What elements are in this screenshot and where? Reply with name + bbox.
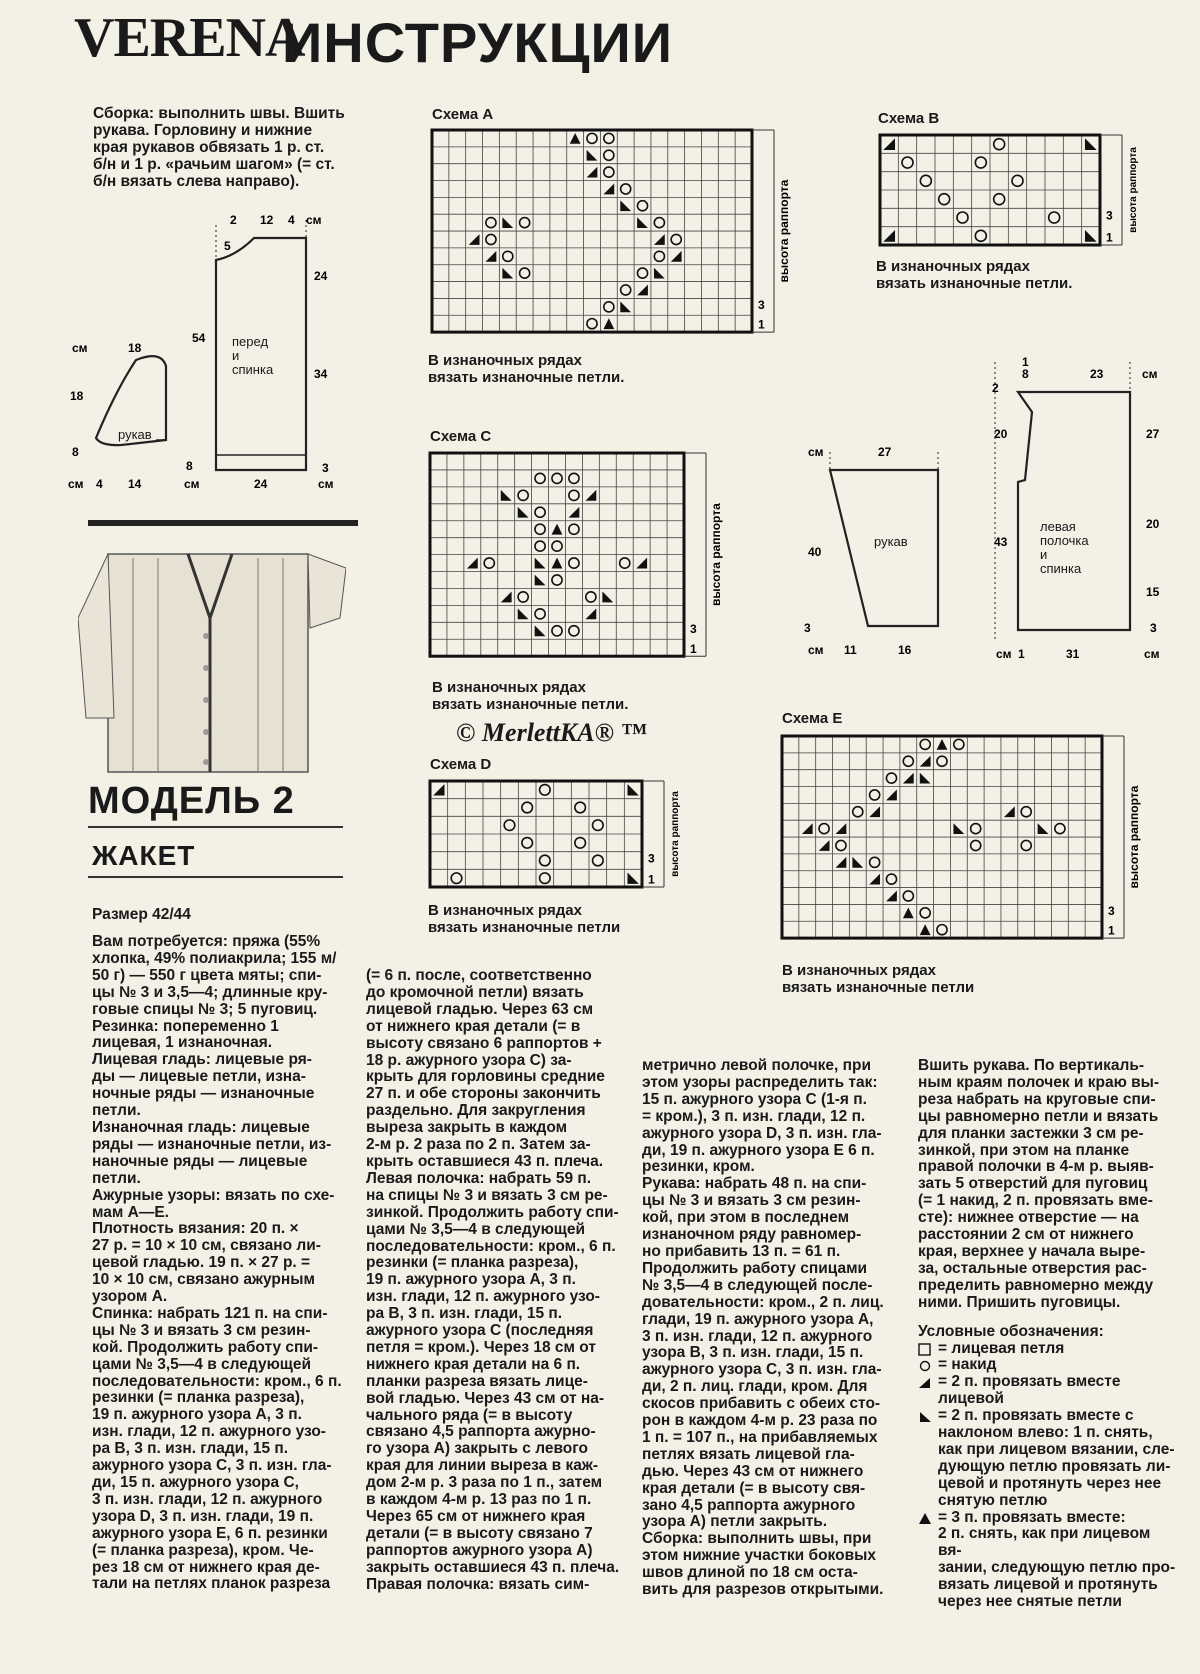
paragraph: Вшить рукава. По вертикаль- ным краям полочек и краю вы- реза набрать на круговые спи- цы равномерно петли и вязать для планки застежки 3 см ре- зинкой, при этом на планке правой полочки в 4-м р. выяв- зать 5 отверстий для пуговиц (= 1 накид, 2 п. провязать вме- сте): нижнее отверстие — на расстоянии 2 см от нижнего края, верхнее у начала выре- за, остальные отверстия рас- пределить равномерно между ними. Пришить пуговицы. bbox=[918, 1057, 1160, 1311]
paragraph bbox=[92, 1306, 344, 1593]
right-decrease-mark bbox=[671, 251, 682, 262]
para-label: Резинка: bbox=[92, 1017, 159, 1035]
dim-label: 18 bbox=[70, 389, 84, 403]
scheme-e-title: Схема E bbox=[782, 710, 843, 727]
dim-label: 4 bbox=[96, 477, 103, 491]
para-body: лицевые ряды — изнаночные петли, из- наночные ряды — лицевые петли. bbox=[92, 1118, 332, 1187]
dim-label: 4 bbox=[288, 213, 295, 227]
right-decrease-mark bbox=[886, 790, 897, 801]
dim-label: 8 bbox=[186, 459, 193, 473]
yarn-over-mark bbox=[520, 268, 530, 278]
yarn-over-mark bbox=[604, 133, 614, 143]
para-body: пряжа (55% хлопка, 49% полиакрила; 155 м/ 50 г) — 550 г цвета мяты; спи- цы № 3 и 3,5—4; длинные кру- говые спицы № 3; 5 пуговиц. bbox=[92, 933, 337, 1018]
row-number: 3 bbox=[690, 622, 697, 637]
paragraph bbox=[366, 1577, 620, 1594]
para-body: 20 п. × 27 р. = 10 × 10 см, связано ли- цевой гладью. 19 п. × 27 р. = 10 × 10 см, связано ажурным узором A. bbox=[92, 1220, 321, 1306]
para-label: Лицевая гладь: bbox=[92, 1051, 211, 1069]
yarn-over-mark bbox=[575, 802, 586, 813]
row-number: 3 bbox=[648, 851, 655, 866]
dim-label: 24 bbox=[254, 477, 268, 491]
legend-list bbox=[918, 1341, 1178, 1612]
para-label: Левая полочка: bbox=[366, 1169, 485, 1187]
yarn-over-mark bbox=[586, 592, 596, 602]
chart-grid bbox=[430, 781, 642, 887]
yarn-over-mark bbox=[518, 592, 528, 602]
legend-title: Условные обозначения: bbox=[918, 1322, 1104, 1340]
yarn-over-mark bbox=[920, 175, 931, 186]
dim-label: 23 bbox=[1090, 367, 1104, 381]
legend-item bbox=[918, 1341, 1178, 1358]
yarn-over-mark bbox=[520, 218, 530, 228]
dim-label: 1 bbox=[1022, 355, 1029, 369]
yarn-over-mark bbox=[552, 473, 562, 483]
chart-grid bbox=[880, 135, 1100, 245]
yarn-over-mark bbox=[1021, 840, 1031, 850]
yarn-over-mark bbox=[569, 524, 579, 534]
paragraph bbox=[92, 1188, 344, 1222]
dim-label: 34 bbox=[314, 367, 328, 381]
yarn-over-mark bbox=[522, 838, 533, 849]
left-decrease-mark bbox=[620, 200, 631, 211]
dim-label: 24 bbox=[314, 269, 328, 283]
yarn-over-mark bbox=[535, 541, 545, 551]
para-body: попеременно 1 лицевая, 1 изнаночная. bbox=[92, 1017, 284, 1052]
yarn-over-mark bbox=[569, 473, 579, 483]
yarn-over-mark bbox=[484, 558, 494, 568]
dim-label: 27 bbox=[878, 445, 892, 459]
yarn-over-mark bbox=[971, 840, 981, 850]
yarn-over-mark bbox=[540, 855, 551, 866]
circle-icon bbox=[918, 1359, 932, 1373]
left-decrease-mark bbox=[518, 608, 529, 619]
left-decrease-mark bbox=[637, 217, 648, 228]
dim-label: 14 bbox=[128, 477, 142, 491]
dim-label: 1 bbox=[1018, 647, 1025, 661]
dim-label: 18 bbox=[128, 341, 142, 355]
yarn-over-mark bbox=[552, 575, 562, 585]
text-column-1 bbox=[92, 934, 344, 1593]
triple-decrease-mark bbox=[903, 907, 914, 918]
paragraph bbox=[92, 1221, 344, 1306]
row-number: 3 bbox=[1106, 208, 1113, 223]
right-decrease-mark bbox=[603, 184, 614, 195]
right-decrease-mark bbox=[469, 234, 480, 245]
yarn-over-mark bbox=[604, 167, 614, 177]
left-decrease-mark bbox=[502, 217, 513, 228]
chart-grid bbox=[430, 453, 684, 656]
right-decrease-mark bbox=[1004, 806, 1015, 817]
paragraph bbox=[642, 1058, 896, 1176]
scheme-a-note: В изнаночных рядах вязать изнаночные петли. bbox=[428, 352, 625, 386]
section-divider bbox=[88, 520, 358, 526]
right-decrease-mark bbox=[869, 874, 880, 885]
paragraph: (= 6 п. после, соответственно до кромочной петли) вязать лицевой гладью. Через 63 см от нижнего края детали (= в высоту связано 6 раппортов + 18 р. ажурного узора C) за- крыть для горловины средние 27 п. и обе стороны закончить раздельно. Для закругления выреза закрыть в каждом 2-м р. 2 раза по 2 п. Затем за- крыть оставшиеся 43 п. плеча. bbox=[366, 967, 605, 1170]
repeat-height-label: высота раппорта bbox=[777, 179, 791, 283]
left-decrease-mark bbox=[501, 490, 512, 501]
legend-item bbox=[918, 1408, 1178, 1509]
left-decrease-mark bbox=[628, 873, 639, 884]
square-icon bbox=[918, 1343, 932, 1357]
yarn-over-mark bbox=[654, 251, 664, 261]
yarn-over-mark bbox=[451, 873, 462, 884]
yarn-over-mark bbox=[604, 150, 614, 160]
chart-grid bbox=[782, 736, 1102, 938]
para-label: Рукава: bbox=[642, 1175, 701, 1193]
right-decrease-mark bbox=[802, 823, 813, 834]
dim-label: 16 bbox=[898, 643, 912, 657]
yarn-over-mark bbox=[637, 201, 647, 211]
yarn-over-mark bbox=[870, 857, 880, 867]
yarn-over-mark bbox=[575, 838, 586, 849]
yarn-over-mark bbox=[540, 873, 551, 884]
dim-label: 3 bbox=[322, 461, 329, 475]
garment-sketch bbox=[78, 548, 346, 778]
yarn-over-mark bbox=[486, 234, 496, 244]
row-number: 3 bbox=[758, 298, 765, 313]
yarn-over-mark bbox=[593, 855, 604, 866]
yarn-over-mark bbox=[637, 268, 647, 278]
yarn-over-mark bbox=[903, 891, 913, 901]
yarn-over-mark bbox=[902, 157, 913, 168]
yarn-over-mark bbox=[920, 739, 930, 749]
scheme-d-chart bbox=[428, 779, 712, 889]
pattern-diagram-1 bbox=[66, 210, 356, 500]
assembly-label: Сборка: bbox=[93, 105, 155, 122]
left-decrease-mark bbox=[654, 268, 665, 279]
yarn-over-mark bbox=[535, 609, 545, 619]
para-label: Правая полочка: bbox=[366, 1575, 495, 1593]
scheme-d-title: Схема D bbox=[430, 756, 492, 773]
dim-label: см bbox=[808, 445, 824, 459]
para-label: Ажурные узоры: bbox=[92, 1186, 221, 1204]
left-decrease-mark bbox=[502, 268, 513, 279]
yarn-over-mark bbox=[853, 807, 863, 817]
paragraph bbox=[92, 934, 344, 1019]
repeat-height-label: высота раппорта bbox=[670, 791, 681, 877]
para-body: выполнить швы, при этом нижние участки боковых швов длиной по 18 см оста- вить для разрезов открытыми. bbox=[642, 1530, 884, 1599]
para-body: набрать 59 п. на спицы № 3 и вязать 3 см ре- зинкой. Продолжить работу спи- цами № 3,5—4 в следующей последовательности: кром., 6 п. резинки (= планка разреза), 19 п. ажурного узора A, 3 п. изн. глади, 12 п. ажурного узо- ра B, 3 п. изн. глади, 15 п. ажурного узора C (последняя петля = кром.). Через 18 см от нижнего края детали на 6 п. планки разреза вязать лице- вой гладью. Через 43 см от на- чального ряда (= в высоту связано 4,5 раппорта ажурно- го узора A) закрыть с левого края для линии выреза в каж- дом 2-м р. 3 раза по 1 п., затем в каждом 4-м р. 13 раз по 1 п. Через 65 см от нижнего края детали (= в высоту связано 7 раппортов ажурного узора A) закрыть оставшиеся 43 п. плеча. bbox=[366, 1169, 620, 1576]
para-body: набрать 121 п. на спи- цы № 3 и вязать 3 см резин- кой. Продолжить работу спи- цами № 3,5—4 в следующей последовательности: кром., 6 п. резинки (= планка разреза), 19 п. ажурного узора A, 3 п. изн. глади, 12 п. ажурного узо- ра B, 3 п. изн. глади, 15 п. ажурного узора C, 3 п. изн. гла- ди, 15 п. ажурного узора C, 3 п. изн. глади, 12 п. ажурного узора D, 3 п. изн. глади, 19 п. ажурного узора E, 6 п. резинки (= планка разреза), кром. Че- рез 18 см от нижнего края де- тали на петлях планок разреза bbox=[92, 1304, 342, 1593]
model-title: МОДЕЛЬ 2 bbox=[88, 780, 295, 822]
yarn-over-mark bbox=[604, 302, 614, 312]
left-decrease-mark bbox=[953, 823, 964, 834]
dim-label: 2 bbox=[992, 381, 999, 395]
right-decrease-mark bbox=[883, 138, 895, 150]
scheme-a-chart bbox=[430, 128, 802, 344]
text-column-4 bbox=[918, 1058, 1178, 1611]
sleeve-label-2: рукав bbox=[874, 534, 908, 549]
right-decrease-mark bbox=[836, 823, 847, 834]
left-decrease-mark bbox=[587, 150, 598, 161]
para-body: вязать по схе- мам A—E. bbox=[92, 1186, 335, 1221]
scheme-b-title: Схема B bbox=[878, 110, 940, 127]
right-decrease-mark bbox=[637, 285, 648, 296]
legend-text: = 3 п. провязать вместе: 2 п. снять, как при лицевом вя- зании, следующую петлю про- вязать лицевой и протянуть через нее снятые петли bbox=[938, 1508, 1176, 1611]
yarn-over-mark bbox=[540, 785, 551, 796]
para-body: набрать 48 п. на спи- цы № 3 и вязать 3 см резин- кой, при этом в последнем изнаночном ряду равномер- но прибавить 13 п. = 61 п. Продолжить работу спицами № 3,5—4 в следующей после- довательности: кром., 2 п. лиц. глади, 19 п. ажурного узора A, 3 п. изн. глади, 12 п. ажурного узора B, 3 п. изн. глади, 15 п. ажурного узора C, 3 п. изн. гла- ди, 2 п. лиц. глади, кром. Для скосов прибавить с обеих сто- рон в каждом 4-м р. 23 раза по 1 п. = 107 п., на прибавляемых петлях вязать лицевой гла- дью. Через 43 см от нижнего края детали (= в высоту свя- зано 4,5 раппорта ажурного узора A) петли закрыть. bbox=[642, 1175, 884, 1531]
dim-label: 8 bbox=[1022, 367, 1029, 381]
left-decrease-mark bbox=[620, 301, 631, 312]
yarn-over-mark bbox=[819, 824, 829, 834]
left-decrease-mark bbox=[1085, 138, 1097, 150]
right-decrease-mark bbox=[569, 507, 580, 518]
triple-decrease-mark bbox=[570, 133, 581, 144]
legend-text: = 2 п. провязать вместе лицевой bbox=[938, 1373, 1121, 1408]
scheme-e-note: В изнаночных рядах вязать изнаночные петли bbox=[782, 962, 975, 996]
chart-grid bbox=[432, 130, 752, 332]
paragraph bbox=[92, 1019, 344, 1053]
left-decrease-mark bbox=[852, 857, 863, 868]
row-number: 1 bbox=[758, 317, 765, 332]
brand-logo: VERENA bbox=[74, 7, 305, 69]
yarn-over-mark bbox=[971, 824, 981, 834]
yarn-over-mark bbox=[587, 319, 597, 329]
yarn-over-mark bbox=[486, 218, 496, 228]
garment-title: ЖАКЕТ bbox=[92, 840, 196, 871]
dim-label: 43 bbox=[994, 535, 1008, 549]
legend-item bbox=[918, 1357, 1178, 1374]
yarn-over-mark bbox=[522, 802, 533, 813]
right-decrease-mark bbox=[636, 558, 647, 569]
dim-label: 12 bbox=[260, 213, 274, 227]
scheme-d-note: В изнаночных рядах вязать изнаночные петли bbox=[428, 902, 621, 936]
repeat-height-label: высота раппорта bbox=[709, 503, 723, 606]
yarn-over-mark bbox=[937, 925, 947, 935]
yarn-over-mark bbox=[535, 524, 545, 534]
right-decrease-mark bbox=[585, 490, 596, 501]
triple-decrease-mark bbox=[552, 558, 563, 569]
repeat-height-label: высота раппорта bbox=[1128, 147, 1139, 233]
dim-label: см bbox=[1142, 367, 1158, 381]
dim-label: 3 bbox=[804, 621, 811, 635]
yarn-over-mark bbox=[975, 157, 986, 168]
dim-label: 31 bbox=[1066, 647, 1080, 661]
left-decrease-mark bbox=[602, 592, 613, 603]
right-decrease-mark bbox=[587, 167, 598, 178]
para-body: лицевые ря- ды — лицевые петли, изна- ночные ряды — изнаночные петли. bbox=[92, 1051, 315, 1120]
dim-label: см bbox=[1144, 647, 1160, 661]
row-number: 1 bbox=[648, 872, 655, 887]
assembly-body: выполнить швы. Вшить рукава. Горловину и нижние края рукавов обвязать 1 р. ст. б/н и 1 р. «рачьим шагом» (= ст. б/н вязать слева направо). bbox=[93, 105, 345, 190]
yarn-over-mark bbox=[939, 194, 950, 205]
yarn-over-mark bbox=[587, 133, 597, 143]
scheme-c-note: В изнаночных рядах вязать изнаночные петли. bbox=[432, 679, 629, 713]
title-underline bbox=[88, 876, 343, 878]
title-underline bbox=[88, 826, 343, 828]
dim-label: 20 bbox=[1146, 517, 1160, 531]
triple-decrease-mark bbox=[920, 924, 931, 935]
para-label: Спинка: bbox=[92, 1304, 153, 1322]
left-decrease-mark bbox=[1085, 230, 1097, 242]
yarn-over-mark bbox=[593, 820, 604, 831]
left-decrease-mark bbox=[535, 558, 546, 569]
yarn-over-mark bbox=[836, 840, 846, 850]
yarn-over-mark bbox=[903, 756, 913, 766]
front-back-label: перед и спинка bbox=[232, 334, 274, 377]
scheme-b-note: В изнаночных рядах вязать изнаночные петли. bbox=[876, 258, 1073, 292]
left-decrease-mark bbox=[920, 773, 931, 784]
legend-item bbox=[918, 1374, 1178, 1408]
dim-label: 40 bbox=[808, 545, 822, 559]
dim-label: см bbox=[996, 647, 1012, 661]
dim-label: 11 bbox=[844, 643, 857, 657]
scheme-c-title: Схема C bbox=[430, 428, 492, 445]
repeat-height-label: высота раппорта bbox=[1127, 785, 1141, 889]
dim-label: см bbox=[68, 477, 84, 491]
yarn-over-mark bbox=[937, 756, 947, 766]
right-decrease-mark bbox=[486, 251, 497, 262]
dim-label: 27 bbox=[1146, 427, 1160, 441]
scheme-a-title: Схема A bbox=[432, 106, 494, 123]
right-decrease-mark bbox=[920, 756, 931, 767]
legend-text: = 2 п. провязать вместе с наклоном влево: 1 п. снять, как при лицевом вязании, сле- дующую петлю провязать ли- цевой и протянуть через нее снятую петлю bbox=[938, 1407, 1175, 1509]
right-decrease-mark bbox=[819, 840, 830, 851]
left-decrease-mark bbox=[518, 507, 529, 518]
row-number: 1 bbox=[1106, 230, 1113, 245]
right-decrease-mark bbox=[886, 891, 897, 902]
legend-item bbox=[918, 1510, 1178, 1611]
yarn-over-mark bbox=[569, 558, 579, 568]
yarn-over-mark bbox=[552, 626, 562, 636]
row-number: 1 bbox=[1108, 923, 1115, 938]
dim-label: см bbox=[318, 477, 334, 491]
yarn-over-mark bbox=[886, 874, 896, 884]
page-title: ИНСТРУКЦИИ bbox=[282, 11, 673, 74]
paragraph bbox=[92, 1052, 344, 1120]
yarn-over-mark bbox=[620, 558, 630, 568]
yarn-over-mark bbox=[1055, 824, 1065, 834]
left-front-outline bbox=[1018, 392, 1130, 630]
right-decrease-mark bbox=[585, 608, 596, 619]
yarn-over-mark bbox=[569, 626, 579, 636]
yarn-over-mark bbox=[994, 139, 1005, 150]
paragraph bbox=[366, 1171, 620, 1577]
yarn-over-mark bbox=[569, 490, 579, 500]
para-label: Вам потребуется: bbox=[92, 933, 228, 950]
yarn-over-mark bbox=[503, 251, 513, 261]
row-number: 3 bbox=[1108, 904, 1115, 919]
yarn-over-mark bbox=[671, 234, 681, 244]
right-decrease-mark bbox=[836, 857, 847, 868]
yarn-over-mark bbox=[518, 490, 528, 500]
yarn-over-mark bbox=[654, 218, 664, 228]
dim-label: 15 bbox=[1146, 585, 1160, 599]
para-label: Изнаночная гладь: bbox=[92, 1118, 237, 1136]
yarn-over-mark bbox=[957, 212, 968, 223]
para-label: Сборка: bbox=[642, 1530, 704, 1548]
paragraph bbox=[642, 1176, 896, 1531]
yarn-over-mark bbox=[504, 820, 515, 831]
triangle-icon bbox=[918, 1512, 932, 1526]
yarn-over-mark bbox=[621, 285, 631, 295]
para-body: метрично левой полочке, при этом узоры распределить так: 15 п. ажурного узора C (1-я п. = кром.), 3 п. изн. глади, 12 п. ажурного узора D, 3 п. изн. гла- ди, 19 п. ажурного узора E 6 п. резинки, кром. bbox=[642, 1057, 882, 1176]
yarn-over-mark bbox=[1012, 175, 1023, 186]
legend-text: = лицевая петля bbox=[938, 1339, 1065, 1357]
triple-decrease-mark bbox=[552, 524, 563, 535]
left-decrease-mark bbox=[1038, 823, 1049, 834]
right-decrease-mark bbox=[501, 592, 512, 603]
paragraph bbox=[92, 1120, 344, 1188]
assembly-text bbox=[93, 106, 353, 191]
legend-text: = накид bbox=[938, 1356, 997, 1374]
scheme-e-chart bbox=[780, 734, 1152, 950]
para-label: Плотность вязания: bbox=[92, 1220, 246, 1238]
row-number: 1 bbox=[690, 641, 697, 656]
right-decrease-mark bbox=[433, 784, 444, 795]
dim-label: см bbox=[72, 341, 88, 355]
scheme-b-chart bbox=[878, 133, 1172, 247]
left-decrease-mark bbox=[535, 575, 546, 586]
right-decrease-mark bbox=[654, 234, 665, 245]
dim-label: 20 bbox=[994, 427, 1008, 441]
size-label: Размер 42/44 bbox=[92, 906, 191, 923]
dim-label: 54 bbox=[192, 331, 206, 345]
yarn-over-mark bbox=[920, 908, 930, 918]
yarn-over-mark bbox=[552, 541, 562, 551]
dim-label: см bbox=[808, 643, 824, 657]
left-front-label: левая полочка и спинка bbox=[1040, 519, 1089, 576]
yarn-over-mark bbox=[886, 773, 896, 783]
right-decrease-mark bbox=[883, 230, 895, 242]
triple-decrease-mark bbox=[937, 739, 948, 750]
dim-label: 8 bbox=[72, 445, 79, 459]
yarn-over-mark bbox=[870, 790, 880, 800]
right-decrease-mark bbox=[869, 806, 880, 817]
scheme-c-chart bbox=[428, 451, 734, 667]
yarn-over-mark bbox=[1021, 807, 1031, 817]
copyright-watermark: © MerlettKA® ™ bbox=[456, 718, 647, 747]
dim-label: 5 bbox=[224, 239, 231, 253]
text-column-2 bbox=[366, 968, 620, 1594]
text-column-3 bbox=[642, 1058, 896, 1599]
yarn-over-mark bbox=[975, 230, 986, 241]
paragraph bbox=[642, 1531, 896, 1599]
right-dec-icon bbox=[918, 1376, 932, 1390]
yarn-over-mark bbox=[535, 507, 545, 517]
yarn-over-mark bbox=[954, 739, 964, 749]
dim-label: 3 bbox=[1150, 621, 1157, 635]
para-body: вязать сим- bbox=[494, 1575, 590, 1593]
right-decrease-mark bbox=[903, 773, 914, 784]
right-decrease-mark bbox=[467, 558, 478, 569]
dim-label: см bbox=[306, 213, 322, 227]
left-dec-icon bbox=[918, 1410, 932, 1424]
yarn-over-mark bbox=[535, 473, 545, 483]
yarn-over-mark bbox=[621, 184, 631, 194]
triple-decrease-mark bbox=[603, 318, 614, 329]
left-decrease-mark bbox=[535, 625, 546, 636]
dim-label: см bbox=[184, 477, 200, 491]
dim-label: 2 bbox=[230, 213, 237, 227]
left-decrease-mark bbox=[628, 784, 639, 795]
pattern-diagram-2 bbox=[800, 352, 1170, 664]
yarn-over-mark bbox=[1049, 212, 1060, 223]
yarn-over-mark bbox=[994, 194, 1005, 205]
sleeve-label: рукав bbox=[118, 427, 152, 442]
